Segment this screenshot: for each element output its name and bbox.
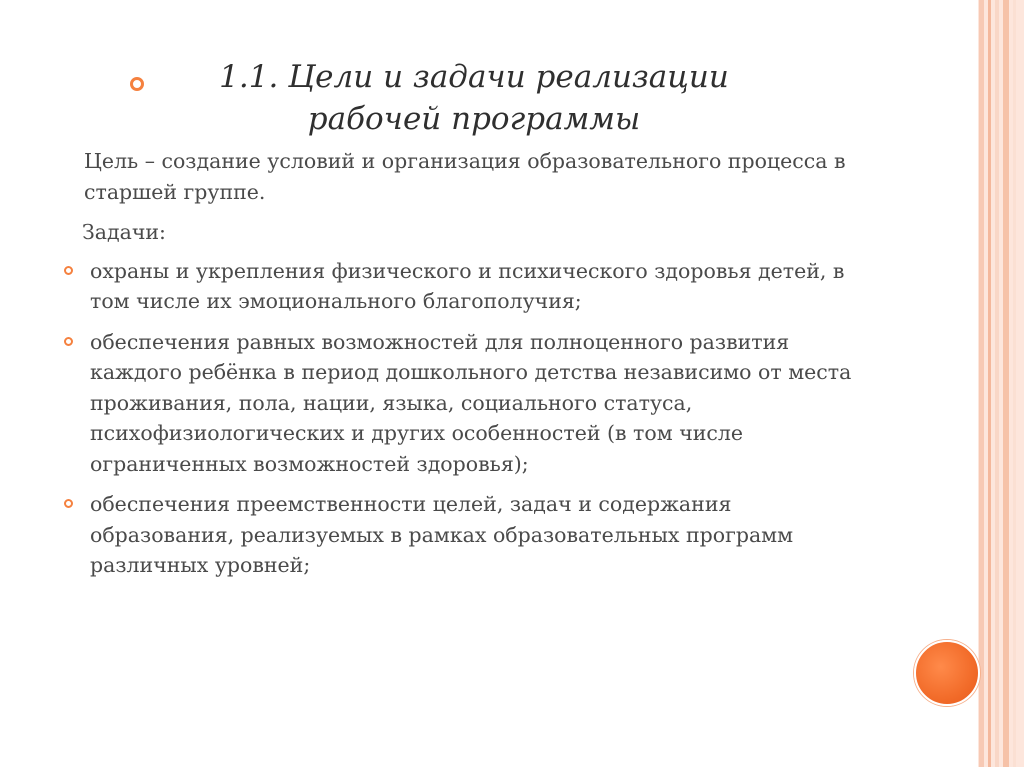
bullet-icon <box>64 337 73 346</box>
task-text: обеспечения равных возможностей для полноценного развития каждого ребёнка в период дошкольного детства независимо от места проживания, пола, нации, языка, социального статуса, психофизиологических и других особенностей (в том числе ограниченных возможностей здоровья); <box>90 329 852 476</box>
stripe-decoration <box>988 0 991 767</box>
bullet-icon <box>64 266 73 275</box>
orange-circle-decoration <box>914 640 980 706</box>
stripe-decoration <box>1003 0 1009 767</box>
title-bullet-icon <box>130 77 144 91</box>
slide-body <box>62 146 882 591</box>
title-block <box>130 56 850 140</box>
slide-title: 1.1. Цели и задачи реализации рабочей программы <box>219 59 729 137</box>
decorative-stripes <box>978 0 1024 767</box>
task-text: охраны и укрепления физического и психического здоровья детей, в том числе их эмоционального благополучия; <box>90 258 845 313</box>
task-item <box>62 327 882 480</box>
bullet-icon <box>64 499 73 508</box>
tasks-heading: Задачи: <box>82 220 166 244</box>
task-text: обеспечения преемственности целей, задач и содержания образования, реализуемых в рамках образовательных программ различных уровней; <box>90 492 794 577</box>
goal-paragraph: Цель – создание условий и организация образовательного процесса в старшей группе. <box>84 149 846 204</box>
stripe-decoration <box>979 0 984 767</box>
stripe-decoration <box>1013 0 1016 767</box>
task-item <box>62 256 882 317</box>
task-item <box>62 489 882 581</box>
stripe-decoration <box>995 0 999 767</box>
